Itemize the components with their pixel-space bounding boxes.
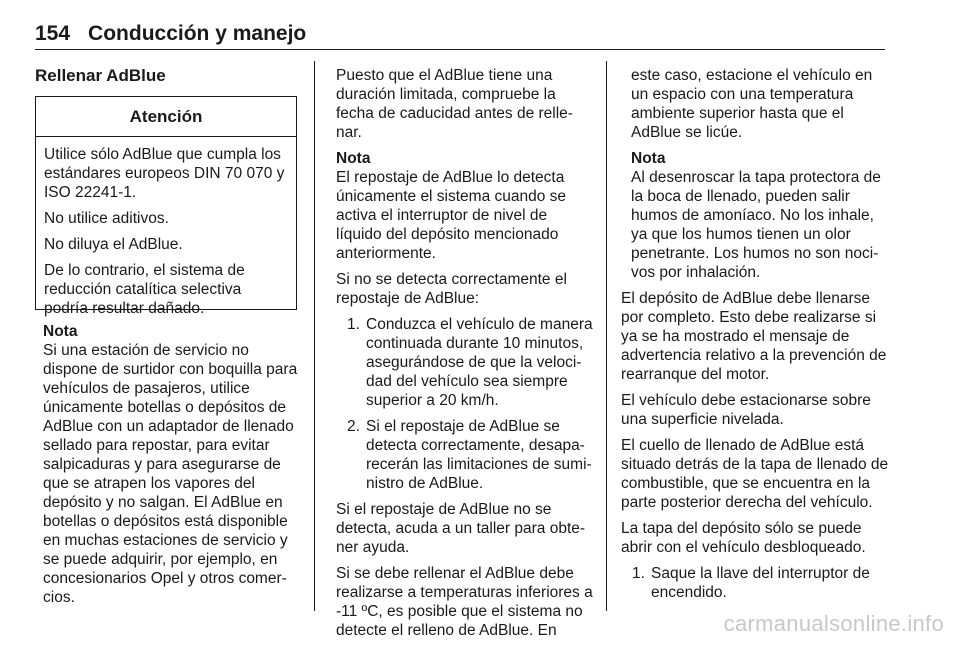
list-item	[336, 417, 594, 493]
steps-list	[621, 564, 889, 602]
attention-body	[36, 137, 296, 318]
page-number: 154	[35, 22, 71, 45]
section-title: Rellenar AdBlue	[35, 66, 166, 85]
chapter-title: Conducción y manejo	[88, 22, 307, 45]
watermark: carmanualsonline.info	[723, 611, 944, 636]
paragraph: El cuello de llenado de AdBlue está situado detrás de la tapa de llenado de combustible, que se encuentra en la parte posterior derecha del vehículo.	[621, 437, 889, 511]
column-divider-2	[606, 61, 607, 611]
header-rule	[35, 49, 885, 50]
paragraph: La tapa del depósito sólo se puede abrir con el vehículo desbloqueado.	[621, 520, 866, 556]
paragraph: Si se debe rellenar el AdBlue debe realizarse a temperaturas inferiores a -11 ºC, es posible que el sistema no detecte el relleno de AdBlue. En	[336, 565, 593, 639]
list-number: 2.	[347, 418, 360, 435]
steps-list	[336, 315, 594, 493]
attention-box	[35, 96, 297, 317]
attention-paragraph: No diluya el AdBlue.	[44, 236, 183, 253]
note-label: Nota	[43, 323, 78, 340]
list-text: Conduzca el vehículo de manera continuada durante 10 minutos, asegurándose de que la veloci-dad del vehículo sea siempre superior a 20 km/h.	[366, 316, 593, 409]
paragraph: El depósito de AdBlue debe llenarse por completo. Esto debe realizarse si ya se ha mostrado el mensaje de advertencia relativo a la prevención de rearranque del motor.	[621, 290, 887, 383]
note-text: Al desenroscar la tapa protectora de la boca de llenado, pueden salir humos de amoníaco. No los inhale, ya que los humos tienen un olor penetrante. Los humos no son noci-vos por inhalación.	[631, 169, 881, 281]
note-text: El repostaje de AdBlue lo detecta únicamente el sistema cuando se activa el interruptor de nivel de líquido del depósito mencionado anteriormente.	[336, 169, 567, 262]
paragraph: Si no se detecta correctamente el repostaje de AdBlue:	[336, 271, 567, 307]
attention-paragraph: Utilice sólo AdBlue que cumpla los estándares europeos DIN 70 070 y ISO 22241-1.	[44, 146, 285, 201]
column-2	[336, 66, 594, 647]
note-text: Si una estación de servicio no dispone de surtidor con boquilla para vehículos de pasajeros, utilice únicamente botellas o depósitos de AdBlue con un adaptador de llenado sellado para repostar, para evitar salpicaduras y para asegurarse de que se atrapen los vapores del depósito y no salgan. El AdBlue en botellas o depósitos está disponible en muchas estaciones de servicio y se puede adquirir, por ejemplo, en concesionarios Opel y otros comer-cios.	[43, 342, 298, 606]
page-header	[35, 22, 306, 46]
note-label: Nota	[336, 150, 371, 167]
paragraph: El vehículo debe estacionarse sobre una superficie nivelada.	[621, 392, 871, 428]
paragraph-continued: este caso, estacione el vehículo en un espacio con una temperatura ambiente superior hasta que el AdBlue se licúe.	[631, 67, 873, 141]
attention-paragraph: No utilice aditivos.	[44, 210, 169, 227]
column-3	[621, 66, 889, 609]
list-number: 1.	[632, 565, 645, 582]
paragraph: Puesto que el AdBlue tiene una duración limitada, compruebe la fecha de caducidad antes de relle-nar.	[336, 67, 573, 141]
list-text: Saque la llave del interruptor de encendido.	[651, 565, 870, 601]
note-label: Nota	[631, 150, 666, 167]
attention-title: Atención	[36, 97, 296, 137]
list-text: Si el repostaje de AdBlue se detecta correctamente, desapa-recerán las limitaciones de sumi-nistro de AdBlue.	[366, 418, 592, 492]
column-1-note	[43, 322, 300, 614]
list-item	[621, 564, 889, 602]
paragraph: Si el repostaje de AdBlue no se detecta, acuda a un taller para obte-ner ayuda.	[336, 501, 586, 556]
list-number: 1.	[347, 316, 360, 333]
attention-paragraph: De lo contrario, el sistema de reducción catalítica selectiva podría resultar dañado.	[44, 262, 245, 317]
column-divider-1	[314, 61, 315, 611]
list-item	[336, 315, 594, 410]
